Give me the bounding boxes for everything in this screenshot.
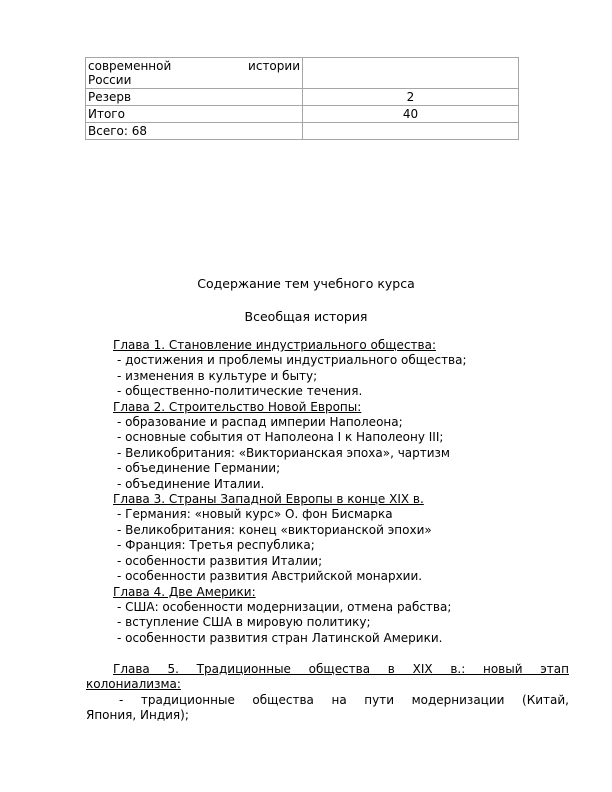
chapter-3 — [113, 492, 569, 584]
table-cell-label — [86, 58, 303, 89]
chapter-heading: Глава 4. Две Америки: — [113, 584, 256, 599]
list-item: - общественно-политические течения. — [117, 384, 363, 399]
list-item: - особенности развития Австрийской монархии. — [117, 569, 423, 584]
list-item: - традиционные общества на пути модернизации (Китай, — [119, 692, 569, 707]
list-item: - объединение Италии. — [117, 476, 265, 491]
table-row — [86, 89, 519, 106]
table-row — [86, 123, 519, 140]
chapter-heading: Глава 3. Страны Западной Европы в конце XIX в. — [113, 492, 424, 507]
chapters-list — [113, 338, 569, 646]
list-item: - Великобритания: «Викторианская эпоха», чартизм — [117, 445, 450, 460]
table-cell-value — [303, 123, 519, 140]
list-item: - изменения в культуре и быту; — [117, 368, 318, 383]
table-cell-label: Итого — [86, 106, 303, 123]
chapter-heading: Глава 5. Традиционные общества в XIX в.: новый этап — [113, 662, 569, 676]
list-item: - достижения и проблемы индустриального общества; — [117, 353, 467, 368]
section-title: Содержание тем учебного курса — [197, 276, 415, 291]
table-cell-label: Резерв — [86, 89, 303, 106]
chapter-5 — [86, 662, 569, 724]
list-item: - объединение Германии; — [117, 461, 281, 476]
table-cell-label: Всего: 68 — [86, 123, 303, 140]
chapter-4 — [113, 585, 569, 647]
chapter-heading: Глава 2. Строительство Новой Европы: — [113, 399, 362, 414]
label-word: истории — [248, 59, 300, 73]
list-item-continued: Япония, Индия); — [86, 708, 189, 723]
list-item: - особенности развития стран Латинской Америки. — [117, 630, 443, 645]
chapter-heading: Глава 1. Становление индустриального общества: — [113, 338, 436, 352]
list-item: - Германия: «новый курс» О. фон Бисмарка — [117, 507, 393, 522]
chapter-1 — [113, 338, 569, 400]
list-item: - Великобритания: конец «викторианской эпохи» — [117, 522, 432, 537]
list-item: - США: особенности модернизации, отмена рабства; — [117, 599, 452, 614]
label-line — [88, 59, 300, 73]
list-item: - особенности развития Италии; — [117, 553, 323, 568]
list-item: - Франция: Третья республика; — [117, 538, 315, 553]
table-cell-value: 40 — [303, 106, 519, 123]
list-item: - основные события от Наполеона I к Наполеону III; — [117, 430, 444, 445]
label-word: современной — [88, 59, 172, 73]
table-row — [86, 106, 519, 123]
hours-table — [85, 57, 519, 140]
section-subtitle: Всеобщая история — [244, 309, 368, 324]
chapter-2 — [113, 400, 569, 492]
label-line: России — [88, 73, 132, 87]
table-row — [86, 58, 519, 89]
list-item: - вступление США в мировую политику; — [117, 615, 371, 630]
list-item: - образование и распад империи Наполеона; — [117, 415, 403, 430]
table-cell-value — [303, 58, 519, 89]
table-cell-value: 2 — [303, 89, 519, 106]
chapter-heading-continued: колониализма: — [86, 677, 181, 692]
